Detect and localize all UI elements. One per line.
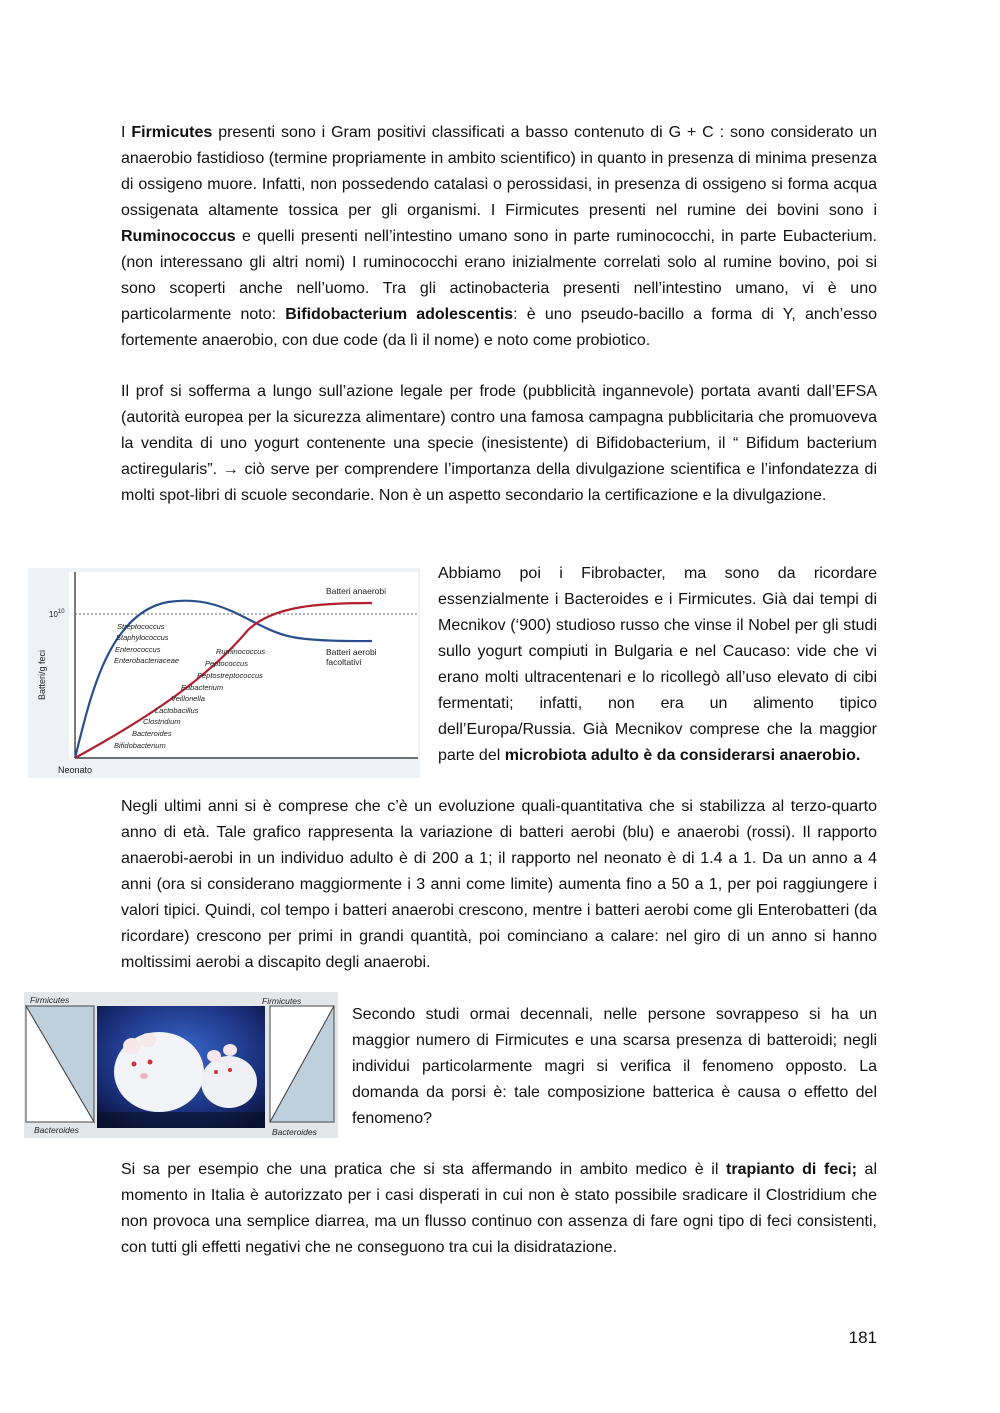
x-axis-label: Neonato	[58, 765, 93, 775]
species-label: Enterobacteriaceae	[114, 656, 180, 665]
text: e quelli presenti nell’intestino umano sono in parte ruminococchi, in parte Eubacterium. (non interessano gli altri nomi) I ruminococchi erano inizialmente correlati solo al rumine bovino, poi si sono scoperti anche nell’uomo. Tra gli actinobacteria presenti nell’intestino umano, vi è uno particolarmente noto:	[121, 228, 877, 323]
text: Abbiamo poi i Fibrobacter, ma sono da ricordare essenzialmente i Bacteroides e i Firmicutes. Già dai tempi di Mecnikov (‘900) studioso russo che vinse il Nobel per gli studi sullo yogurt compiuti in Bulgaria e nel Caucaso: vide che vi erano molti ultracentenari e lo ricollegò all’uso elevato di cibi fermentati; infatti, non era un alimento tipico dell’Europa/Russia. Già Mecnikov comprese che la maggior parte del	[438, 565, 877, 764]
text: : è uno pseudo-bacillo a forma di Y, anch’esso fortemente anaerobio, con due code (da lì il nome) e noto come probiotico.	[121, 306, 878, 349]
y-tick-label: $10^{10}$	[49, 609, 65, 619]
page-number: 181	[848, 1328, 877, 1347]
bold-term: Ruminococcus	[121, 228, 236, 245]
paragraph-efsa: Il prof si sofferma a lungo sull’azione legale per frode (pubblicità ingannevole) portata avanti dall’EFSA (autorità europea per la sicurezza alimentare) contro una famosa campagna pubblicitaria che promuoveva la vendita di uno yogurt contenente una specie (inesistente) di Bifidobacterium, il “ Bifidum bacterium actiregularis”. → ciò serve per comprendere l’importanza della divulgazione scientifica e l’infondatezza di molti spot-libri di scuole secondarie. Non è un aspetto secondario la certificazione e la divulgazione.	[121, 383, 877, 504]
label-left-bottom: Bacteroides	[34, 1125, 79, 1135]
bold-term: microbiota adulto è da considerarsi anaerobio.	[504, 747, 861, 764]
bold-term: Bifidobacterium adolescentis	[285, 306, 514, 323]
text: I	[121, 124, 132, 141]
species-label: Peptostreptococcus	[197, 671, 263, 680]
species-label: Lactobacillus	[155, 706, 199, 715]
species-label: Eubacterium	[181, 683, 224, 692]
text: presenti sono i Gram positivi classificati a basso contenuto di G + C : sono considerato un anaerobio fastidioso (termine propriamente in ambito scientifico) in quanto in presenza di minima presenza di ossigeno muore. Infatti, non possedendo catalasi o perossidasi, in presenza di ossigeno si forma acqua ossigenata altamente tossica per gli organismi. I Firmicutes presenti nel rumine dei bovini sono i	[121, 124, 877, 219]
species-label: Bacteroides	[132, 729, 172, 738]
species-label: Ruminococcus	[216, 647, 266, 656]
y-axis-label: Batteri/g feci	[37, 649, 47, 700]
text: Si sa per esempio che una pratica che si sta affermando in ambito medico è il	[121, 1161, 727, 1178]
label-right-top: Firmicutes	[262, 996, 302, 1006]
species-label: Enterococcus	[115, 645, 161, 654]
species-label: Staphylococcus	[116, 633, 169, 642]
bacteria-growth-chart	[28, 568, 420, 778]
label-anaerobic: Batteri anaerobi	[326, 586, 387, 596]
obese-lean-mice-figure	[24, 992, 338, 1138]
paragraph-overweight: Secondo studi ormai decennali, nelle persone sovrappeso si ha un maggior numero di Firmicutes e una scarsa presenza di batteroidi; negli individui particolarmente magri si verifica il fenomeno opposto. La domanda da porsi è: tale composizione batterica è causa o effetto del fenomeno?	[352, 1006, 877, 1127]
label-left-top: Firmicutes	[30, 995, 70, 1005]
species-label: Veillonella	[171, 694, 205, 703]
obese-mouse-icon	[114, 1032, 204, 1112]
species-label: Bifidobacterium	[114, 741, 166, 750]
bold-term: trapianto di feci;	[726, 1161, 857, 1178]
species-label: Clostridium	[143, 717, 181, 726]
label-right-bottom: Bacteroides	[272, 1127, 317, 1137]
paragraph-firmicutes	[121, 120, 877, 354]
paragraph-fecal-transplant	[121, 1157, 877, 1261]
paragraph-mecnikov	[438, 561, 877, 769]
label-facultative: Batteri aerobi facoltativi	[326, 647, 377, 667]
text: al momento in Italia è autorizzato per i casi disperati in cui non è stato possibile sradicare il Clostridium che non provoca una semplice diarrea, ma un flusso continuo con assenza di fare ogni tipo di feci consistenti, con tutti gli effetti negativi che ne conseguono tra cui la disidratazione.	[121, 1161, 877, 1256]
species-label: Peptococcus	[205, 659, 248, 668]
bold-term: Firmicutes	[131, 124, 213, 141]
species-label: Streptococcus	[117, 622, 165, 631]
paragraph-evolution: Negli ultimi anni si è comprese che c’è un evoluzione quali-quantitativa che si stabilizza al terzo-quarto anno di età. Tale grafico rappresenta la variazione di batteri aerobi (blu) e anaerobi (rossi). Il rapporto anaerobi-aerobi in un individuo adulto è di 200 a 1; il rapporto nel neonato è di 1.4 a 1. Da un anno a 4 anni (ora si considerano maggiormente i 3 anni come limite) aumenta fino a 50 a 1, per poi raggiungere i valori tipici. Quindi, col tempo i batteri anaerobi crescono, mentre i batteri aerobi come gli Enterobatteri (da ricordare) crescono per primi in grandi quantità, poi cominciano a calare: nel giro di un anno si hanno moltissimi aerobi a discapito degli anaerobi.	[121, 798, 877, 971]
